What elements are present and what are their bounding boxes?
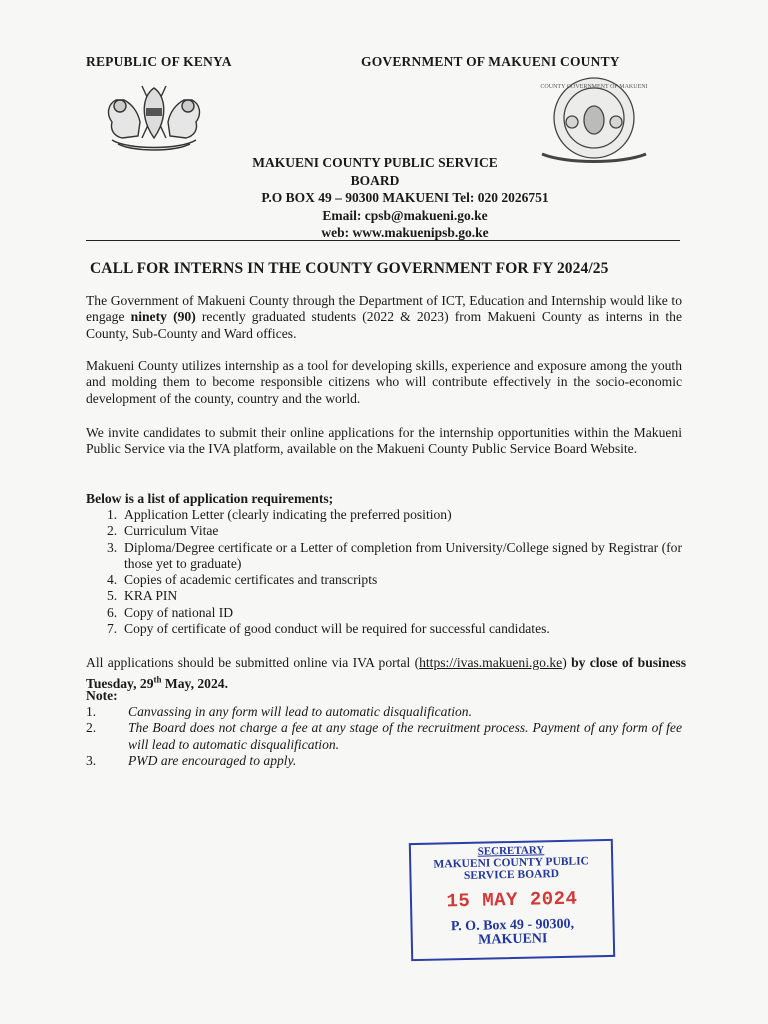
requirement-item: [107, 540, 682, 573]
requirement-text: Copies of academic certificates and transcripts: [124, 572, 378, 588]
note-text: The Board does not charge a fee at any stage of the recruitment process. Payment of any form of fee will lead to automatic disqualification.: [128, 720, 682, 752]
requirement-text: Copy of certificate of good conduct will be required for successful candidates.: [124, 621, 550, 637]
requirement-text: Copy of national ID: [124, 604, 234, 620]
requirement-item: [107, 588, 682, 604]
requirement-number: 6.: [107, 604, 118, 620]
note-number: 2.: [86, 720, 97, 736]
note-number: 3.: [86, 752, 97, 768]
closing-text-mid: ): [562, 655, 572, 670]
requirements-heading: Below is a list of application requirements;: [86, 491, 334, 506]
stamp-date: 15 MAY 2024: [446, 887, 578, 913]
deadline-text-end: May, 2024.: [161, 675, 228, 691]
kenya-coat-of-arms-icon: [98, 78, 210, 154]
requirement-item: [107, 605, 682, 621]
makueni-county-seal-icon: [536, 74, 652, 168]
deadline-text: by close of business Tuesday, 29: [86, 655, 686, 691]
requirement-number: 3.: [107, 539, 118, 555]
board-email: Email: cpsb@makueni.go.ke: [322, 207, 488, 223]
closing-paragraph: [86, 655, 686, 692]
note-item: [86, 753, 682, 769]
requirement-number: 1.: [107, 507, 118, 522]
seal-ring-text: COUNTY GOVERNMENT OF MAKUENI: [540, 84, 648, 90]
closing-text: All applications should be submitted online via IVA portal (: [86, 655, 420, 670]
requirement-text: Application Letter (clearly indicating the preferred position): [124, 507, 452, 522]
purpose-paragraph: Makueni County utilizes internship as a tool for developing skills, experience and exposure among the youth and molding them to become responsible citizens who will contribute effectively in the socio-economic development of the county, country and the world.: [86, 358, 682, 406]
intro-paragraph: [86, 293, 682, 342]
stamp-secretary: SECRETARY: [477, 844, 545, 858]
intro-text: The Government of Makueni County through the Department of ICT, Education and Internship would like to engage: [86, 293, 682, 325]
requirement-text: Diploma/Degree certificate or a Letter of completion from University/College signed by Registrar (for those yet to graduate): [124, 539, 682, 571]
board-name-line1: MAKUENI COUNTY PUBLIC SERVICE: [252, 155, 498, 170]
requirement-item: [107, 572, 682, 588]
board-address-block: [210, 154, 540, 189]
note-text: Canvassing in any form will lead to automatic disqualification.: [128, 704, 472, 719]
requirement-text: KRA PIN: [124, 588, 178, 604]
requirement-number: 4.: [107, 572, 118, 588]
requirement-item: [107, 523, 682, 539]
official-stamp: [409, 839, 615, 961]
board-name-line2: BOARD: [350, 172, 400, 188]
board-contact-block: [170, 189, 640, 242]
header-county-government: GOVERNMENT OF MAKUENI COUNTY: [361, 54, 620, 69]
notes-heading: Note:: [86, 688, 118, 703]
stamp-postal-box: P. O. Box 49 - 90300,: [450, 916, 575, 935]
requirement-text: Curriculum Vitae: [124, 523, 219, 539]
requirement-item: [107, 621, 682, 637]
requirement-number: 5.: [107, 588, 118, 604]
requirement-number: 7.: [107, 621, 118, 637]
stamp-board-name-cont: SERVICE BOARD: [463, 868, 560, 883]
header-divider: [86, 240, 680, 241]
note-number: 1.: [86, 704, 97, 719]
intro-text-cont: recently graduated students (2022 & 2023) from Makueni County as interns in the County, Sub-County and Ward offices.: [86, 309, 682, 341]
intern-count: ninety (90): [130, 309, 196, 325]
note-item: [86, 720, 682, 753]
header-republic: REPUBLIC OF KENYA: [86, 54, 232, 69]
requirements-list: [107, 507, 682, 637]
invitation-paragraph: We invite candidates to submit their online applications for the internship opportunities within the Makueni Public Service via the IVA platform, available on the Makueni County Public Service Board Website.: [86, 425, 682, 457]
stamp-board-name: MAKUENI COUNTY PUBLIC: [433, 855, 590, 871]
deadline-superscript: th: [153, 674, 162, 685]
board-postal-tel: P.O BOX 49 – 90300 MAKUENI Tel: 020 2026751: [261, 190, 549, 205]
notes-list: [86, 704, 682, 769]
iva-portal-link[interactable]: https://ivas.makueni.go.ke: [419, 655, 563, 670]
stamp-town: MAKUENI: [478, 931, 548, 948]
note-text: PWD are encouraged to apply.: [128, 752, 297, 768]
note-item: [86, 704, 682, 720]
notice-title: CALL FOR INTERNS IN THE COUNTY GOVERNMENT FOR FY 2024/25: [90, 260, 609, 277]
requirement-number: 2.: [107, 523, 118, 539]
board-web: web: www.makuenipsb.go.ke: [321, 225, 489, 240]
requirement-item: [107, 507, 682, 523]
